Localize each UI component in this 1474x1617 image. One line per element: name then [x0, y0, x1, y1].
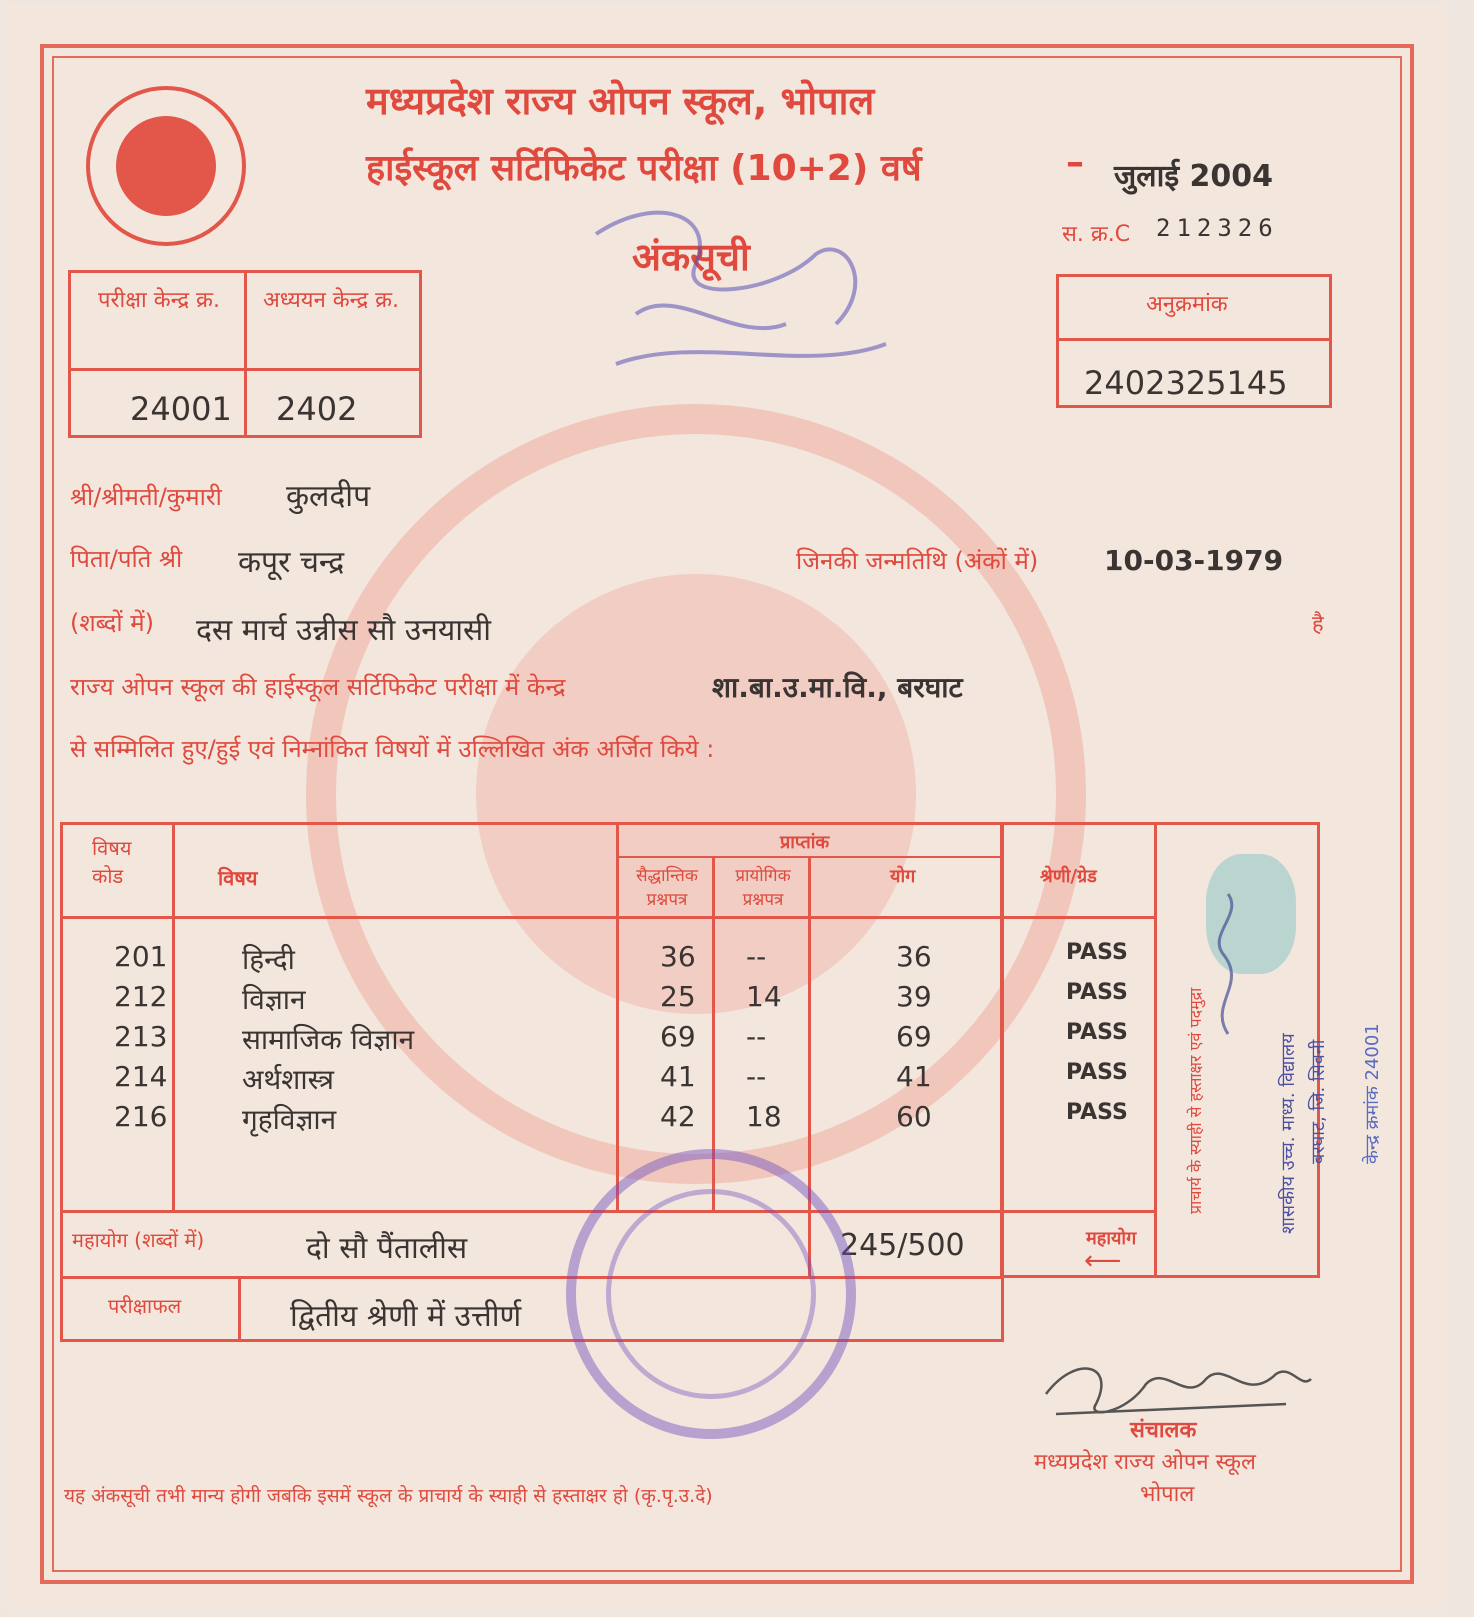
grand-total-label: महायोग (शब्दों में) — [72, 1228, 205, 1252]
doc-title: अंकसूची — [632, 235, 750, 279]
cell-theory: 36 — [660, 940, 696, 973]
cell-code: 214 — [114, 1060, 168, 1093]
cell-code: 201 — [114, 940, 168, 973]
cell-practical: -- — [746, 1060, 767, 1093]
director-city: भोपाल — [1140, 1482, 1195, 1507]
cell-code: 212 — [114, 980, 168, 1013]
cell-theory: 41 — [660, 1060, 696, 1093]
dob-words: दस मार्च उन्नीस सौ उनयासी — [196, 613, 492, 648]
header-marks: प्राप्तांक — [780, 832, 830, 853]
cell-practical: 14 — [746, 980, 782, 1013]
session: जुलाई 2004 — [1114, 159, 1274, 194]
result-label: परीक्षाफल — [108, 1294, 182, 1318]
header-code: विषय कोड — [92, 836, 132, 888]
footer-note: यह अंकसूची तभी मान्य होगी जबकि इसमें स्कूल के प्राचार्य के स्याही से हस्ताक्षर हो (कृ.पृ.उ.दे) — [64, 1485, 713, 1507]
cell-subject: विज्ञान — [242, 983, 306, 1016]
cell-total: 69 — [896, 1020, 932, 1053]
cell-total: 60 — [896, 1100, 932, 1133]
cell-grade: PASS — [1066, 1020, 1128, 1045]
grand-total-words: दो सौ पैंतालीस — [306, 1231, 468, 1266]
hai-text: है — [1312, 612, 1324, 637]
exam-center-value: 24001 — [130, 390, 232, 428]
director-org: मध्यप्रदेश राज्य ओपन स्कूल — [1034, 1450, 1256, 1475]
marks-table — [60, 822, 1004, 1342]
marksheet — [6, 4, 1446, 1610]
dob-value: 10-03-1979 — [1104, 544, 1284, 577]
director-title: संचालक — [1130, 1418, 1197, 1443]
left-arrow-icon: ⟵ — [1084, 1246, 1122, 1276]
grand-total-side-label: महायोग — [1086, 1228, 1137, 1249]
result-value: द्वितीय श्रेणी में उत्तीर्ण — [290, 1299, 522, 1334]
header-practical: प्रायोगिक प्रश्नपत्र — [735, 866, 791, 910]
cell-subject: सामाजिक विज्ञान — [242, 1023, 415, 1056]
cell-subject: अर्थशास्त्र — [242, 1063, 334, 1096]
cell-grade: PASS — [1066, 1060, 1128, 1085]
director-signature — [1036, 1334, 1316, 1424]
cell-practical: -- — [746, 1020, 767, 1053]
header-subject: विषय — [218, 866, 258, 890]
school-stamp-1: शासकीय उच्च. माध्य. विद्यालय — [1278, 1033, 1299, 1234]
grand-total-value: 245/500 — [840, 1228, 965, 1263]
dash: – — [1066, 142, 1084, 183]
cell-grade: PASS — [1066, 940, 1128, 965]
student-name: कुलदीप — [286, 479, 371, 514]
cell-code: 216 — [114, 1100, 168, 1133]
exam-subtitle: हाईस्कूल सर्टिफिकेट परीक्षा (10+2) वर्ष — [366, 148, 922, 189]
cell-practical: 18 — [746, 1100, 782, 1133]
cell-subject: हिन्दी — [242, 943, 295, 976]
cell-subject: गृहविज्ञान — [242, 1103, 337, 1136]
cell-total: 41 — [896, 1060, 932, 1093]
cell-theory: 42 — [660, 1100, 696, 1133]
center-name: शा.बा.उ.मा.वि., बरघाट — [712, 671, 963, 704]
cell-theory: 69 — [660, 1020, 696, 1053]
father-name: कपूर चन्द्र — [238, 545, 345, 580]
school-logo-emblem — [116, 116, 216, 216]
org-title: मध्यप्रदेश राज्य ओपन स्कूल, भोपाल — [366, 79, 875, 123]
school-stamp-2: बरघाट, जि. सिवनी — [1308, 1039, 1329, 1164]
serial-label: स. क्र.C — [1062, 222, 1131, 247]
cell-total: 39 — [896, 980, 932, 1013]
violet-round-stamp-inner — [606, 1189, 816, 1399]
cell-practical: -- — [746, 940, 767, 973]
center-code-stamp: केन्द्र क्रमांक 24001 — [1362, 1023, 1383, 1164]
header-grade: श्रेणी/ग्रेड — [1040, 866, 1097, 887]
cell-grade: PASS — [1066, 980, 1128, 1005]
roll-number-label: अनुक्रमांक — [1146, 292, 1228, 317]
study-center-value: 2402 — [276, 390, 358, 428]
serial-value: 212326 — [1156, 214, 1279, 242]
study-center-label: अध्ययन केन्द्र क्र. — [262, 288, 400, 313]
cell-total: 36 — [896, 940, 932, 973]
dob-words-label: (शब्दों में) — [70, 609, 154, 637]
exam-center-label: परीक्षा केन्द्र क्र. — [98, 288, 220, 313]
statement-line-1: राज्य ओपन स्कूल की हाईस्कूल सर्टिफिकेट परीक्षा में केन्द्र — [70, 673, 566, 701]
dob-label: जिनकी जन्मतिथि (अंकों में) — [796, 547, 1039, 575]
roll-number-value: 2402325145 — [1084, 364, 1288, 402]
principal-note: प्राचार्य के स्याही से हस्ताक्षर एवं पदमुद्रा — [1186, 987, 1205, 1214]
name-label: श्री/श्रीमती/कुमारी — [70, 483, 222, 511]
cell-code: 213 — [114, 1020, 168, 1053]
cell-grade: PASS — [1066, 1100, 1128, 1125]
handwritten-note — [576, 174, 906, 394]
father-label: पिता/पति श्री — [70, 545, 183, 573]
cell-theory: 25 — [660, 980, 696, 1013]
statement-line-2: से सम्मिलित हुए/हुई एवं निम्नांकित विषयों में उल्लिखित अंक अर्जित किये : — [70, 735, 715, 763]
principal-signature — [1198, 884, 1258, 1044]
header-total: योग — [890, 866, 916, 887]
header-theory: सैद्धान्तिक प्रश्नपत्र — [636, 866, 698, 910]
